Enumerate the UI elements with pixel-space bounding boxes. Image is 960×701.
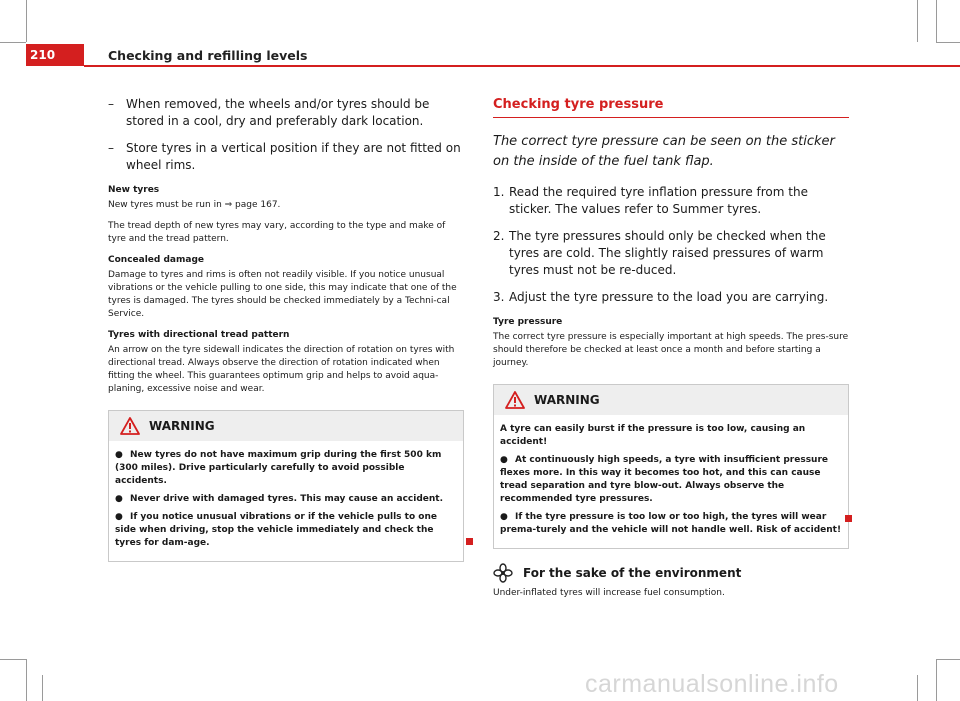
- left-column: [108, 96, 464, 562]
- page-number: 210: [26, 44, 84, 66]
- warning-item: [500, 511, 842, 537]
- environment-text: Under-inflated tyres will increase fuel consumption.: [493, 588, 725, 598]
- bullet-icon: ●: [115, 512, 123, 522]
- crop-mark: [936, 659, 960, 660]
- step-item: [493, 289, 849, 306]
- warning-title: WARNING: [149, 419, 215, 433]
- step-item: [493, 184, 849, 218]
- warning-item: [115, 493, 457, 506]
- warning-item: [500, 454, 842, 506]
- directional-tread-heading: Tyres with directional tread pattern: [108, 330, 290, 340]
- list-item-text: When removed, the wheels and/or tyres should be stored in a cool, dry and preferably dark location.: [126, 97, 430, 128]
- section-title: Checking tyre pressure: [493, 97, 664, 112]
- crop-mark: [936, 659, 937, 701]
- section-end-mark: [466, 538, 473, 545]
- step-number: 1.: [493, 185, 505, 199]
- warning-lead: A tyre can easily burst if the pressure is too low, causing an accident!: [500, 424, 806, 447]
- crop-mark: [26, 659, 27, 701]
- warning-header: [494, 385, 848, 415]
- step-text: Read the required tyre inflation pressure from the sticker. The values refer to Summer tyres.: [509, 185, 808, 216]
- right-column: [493, 96, 849, 600]
- step-item: [493, 228, 849, 279]
- list-item: [108, 140, 464, 174]
- warning-body: [109, 441, 463, 561]
- warning-item-text: At continuously high speeds, a tyre with insufficient pressure flexes more. In this way it becomes too hot, and this can cause tread separation and tyre blow-out. Always observe the recommended tyre pressures.: [500, 455, 828, 504]
- crop-mark: [0, 659, 26, 660]
- bullet-icon: ●: [115, 494, 123, 504]
- watermark: carmanualsonline.info: [585, 670, 839, 698]
- step-text: The tyre pressures should only be checked when the tyres are cold. The slightly raised pressures of warm tyres must not be re-duced.: [509, 229, 826, 277]
- crop-mark: [917, 0, 918, 42]
- warning-triangle-icon: [505, 391, 525, 409]
- crop-mark: [936, 42, 960, 43]
- warning-body: [494, 415, 848, 548]
- warning-title: WARNING: [534, 393, 600, 407]
- environment-header: [493, 563, 849, 583]
- environment-note: [493, 563, 849, 600]
- warning-item-text: If you notice unusual vibrations or if the vehicle pulls to one side when driving, stop the vehicle immediately and check the tyres for dam-age.: [115, 512, 437, 548]
- bullet-icon: ●: [500, 455, 508, 465]
- crop-mark: [26, 0, 27, 42]
- step-text: Adjust the tyre pressure to the load you are carrying.: [509, 290, 829, 304]
- crop-mark: [917, 675, 918, 701]
- header-title: Checking and refilling levels: [108, 48, 308, 63]
- warning-header: [109, 411, 463, 441]
- bullet-icon: ●: [500, 512, 508, 522]
- step-number: 2.: [493, 229, 505, 243]
- warning-triangle-icon: [120, 417, 140, 435]
- section-intro: The correct tyre pressure can be seen on the sticker on the inside of the fuel tank flap.: [493, 134, 835, 169]
- header-rule: [84, 65, 960, 67]
- step-number: 3.: [493, 290, 505, 304]
- tyre-pressure-heading: Tyre pressure: [493, 317, 563, 327]
- new-tyres-text-2: The tread depth of new tyres may vary, according to the type and make of tyre and the tread pattern.: [108, 221, 446, 244]
- dash-bullet: –: [108, 141, 114, 155]
- flower-icon: [493, 563, 513, 583]
- directional-tread-text: An arrow on the tyre sidewall indicates the direction of rotation on tyres with directional tread. Always observe the direction of rotation indicated when fitting the wheel. This guarantees optimum grip and helps to avoid aqua-planing, excessive noise and wear.: [108, 345, 455, 394]
- new-tyres-text: New tyres must be run in ⇒ page 167.: [108, 200, 281, 210]
- bullet-icon: ●: [115, 450, 123, 460]
- tyre-pressure-text: The correct tyre pressure is especially important at high speeds. The pres-sure should therefore be checked at least once a month and before starting a journey.: [493, 332, 849, 368]
- new-tyres-heading: New tyres: [108, 185, 160, 195]
- warning-item-text: New tyres do not have maximum grip during the first 500 km (300 miles). Drive particularly carefully to avoid possible accidents.: [115, 450, 442, 486]
- section-end-mark: [845, 515, 852, 522]
- crop-mark: [0, 42, 26, 43]
- environment-title: For the sake of the environment: [523, 566, 742, 580]
- warning-item: [115, 511, 457, 550]
- warning-item-text: Never drive with damaged tyres. This may cause an accident.: [130, 494, 444, 504]
- crop-mark: [42, 675, 43, 701]
- concealed-damage-text: Damage to tyres and rims is often not readily visible. If you notice unusual vibrations or the vehicle pulling to one side, this may indicate that one of the tyres is damaged. The tyres should be checked immediately by a Techni-cal Service.: [108, 270, 457, 319]
- warning-box: [493, 384, 849, 549]
- crop-mark: [936, 0, 937, 42]
- list-item-text: Store tyres in a vertical position if they are not fitted on wheel rims.: [126, 141, 461, 172]
- concealed-damage-heading: Concealed damage: [108, 255, 204, 265]
- section-rule: [493, 117, 849, 118]
- list-item: [108, 96, 464, 130]
- dash-bullet: –: [108, 97, 114, 111]
- warning-box: [108, 410, 464, 562]
- warning-item-text: If the tyre pressure is too low or too high, the tyres will wear prema-turely and the vehicle will not handle well. Risk of accident!: [500, 512, 842, 535]
- warning-item: [115, 449, 457, 488]
